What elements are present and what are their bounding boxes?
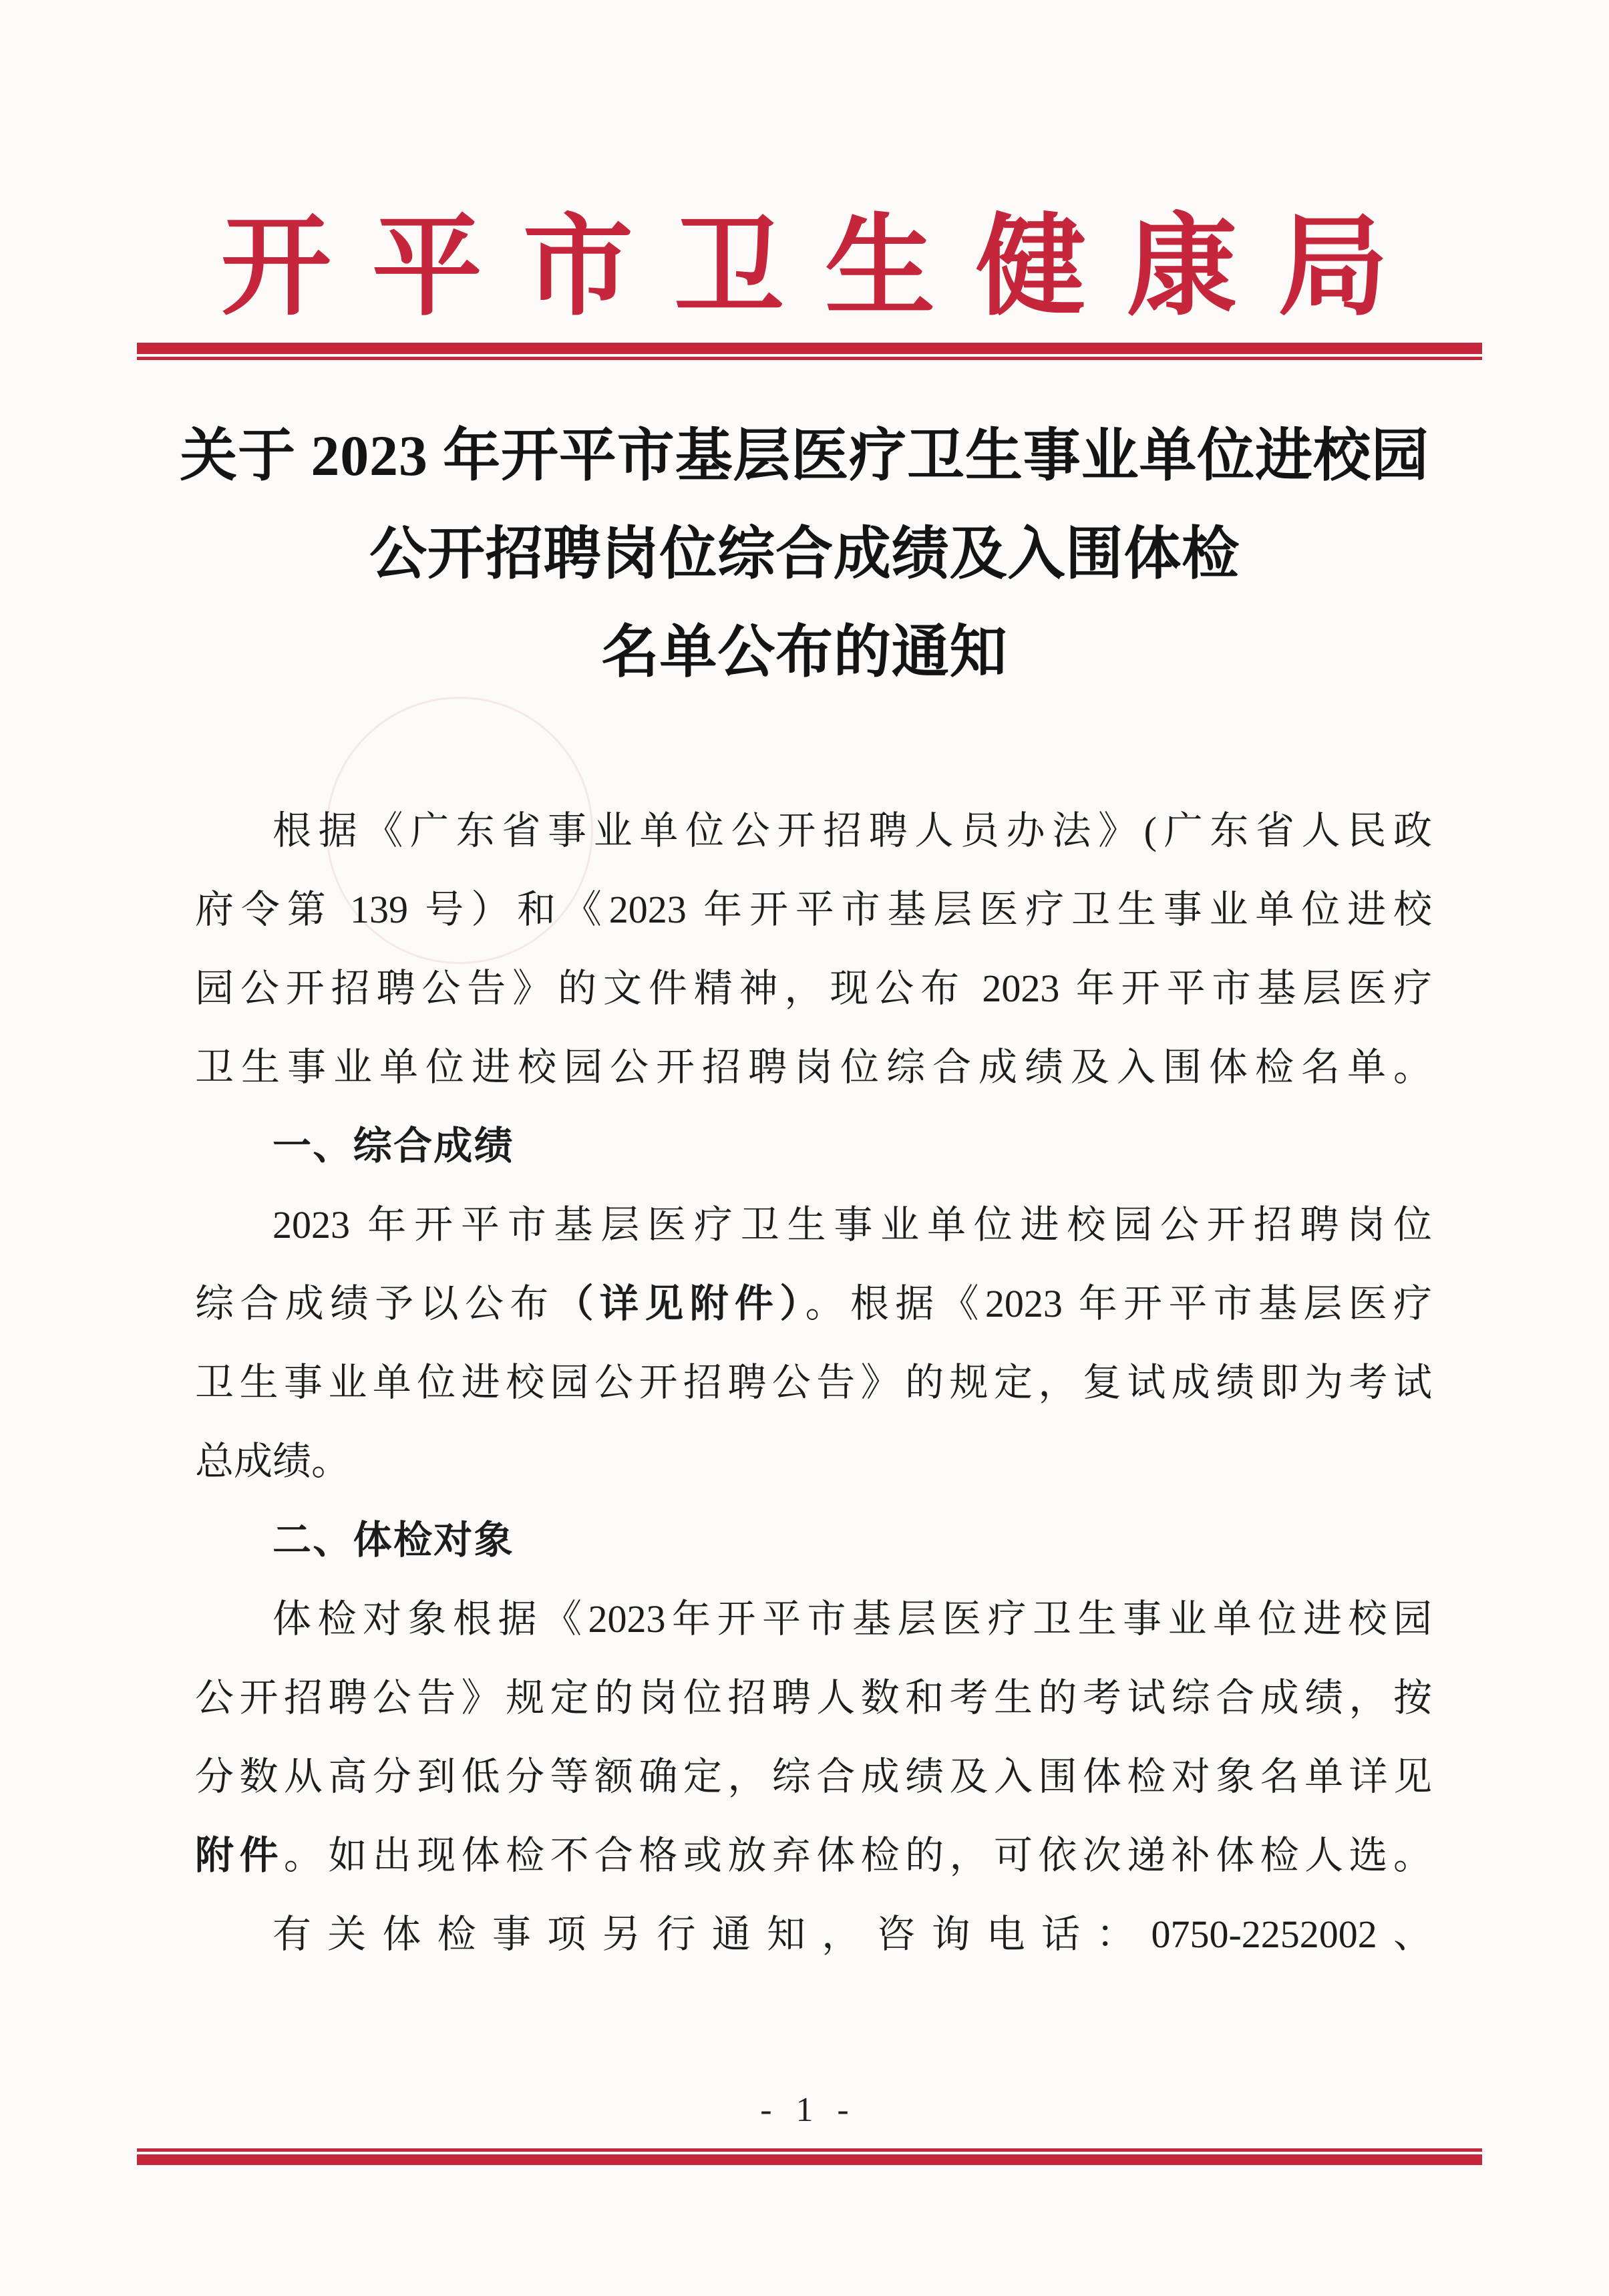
paragraph-1-line-3: 园公开招聘公告》的文件精神，现公布 2023 年开平市基层医疗: [195, 967, 1432, 1010]
paragraph-1-line-1: 根据《广东省事业单位公开招聘人员办法》(广东省人民政: [273, 809, 1432, 852]
paragraph-1-line-4: 卫生事业单位进校园公开招聘岗位综合成绩及入围体检名单。: [195, 1045, 1432, 1089]
agency-letterhead: 开平市卫生健康局: [220, 206, 1429, 329]
document-body: [195, 792, 1432, 1974]
footer-divider-thick-bar: [137, 2154, 1482, 2165]
paragraph-1-line-2: 府令第 139 号）和《2023 年开平市基层医疗卫生事业单位进校: [195, 888, 1432, 931]
title-line-3: 名单公布的通知: [601, 620, 1008, 684]
paragraph-2-line-2-bold: （详见附件）: [554, 1282, 806, 1325]
paragraph-2-line-2: [195, 1265, 1432, 1343]
page-number: - 1 -: [760, 2091, 857, 2129]
paragraph-3-line-2: 公开招聘公告》规定的岗位招聘人数和考生的考试综合成绩，按: [195, 1676, 1432, 1719]
paragraph-2-line-4: 总成绩。: [195, 1440, 351, 1483]
paragraph-3-line-1: 体检对象根据《2023年开平市基层医疗卫生事业单位进校园: [273, 1597, 1432, 1641]
paragraph-2-line-2-text-cont: 。根据《2023 年开平市基层医疗: [805, 1282, 1432, 1325]
letterhead-divider: [137, 343, 1482, 360]
paragraph-4-line-1: 有关体检事项另行通知，咨询电话：0750-2252002、: [273, 1913, 1432, 1956]
paragraph-3-line-4-bold: 附件: [195, 1834, 284, 1877]
title-line-1: 关于 2023 年开平市基层医疗卫生事业单位进校园: [180, 424, 1429, 488]
paragraph-3-line-4-text: 。如出现体检不合格或放弃体检的，可依次递补体检人选。: [283, 1834, 1432, 1877]
section-heading-1: 一、综合成绩: [273, 1124, 514, 1168]
footer-divider-thin-bar: [137, 2148, 1482, 2152]
document-title: [0, 407, 1609, 701]
paragraph-2-line-1: 2023 年开平市基层医疗卫生事业单位进校园公开招聘岗位: [273, 1203, 1432, 1247]
section-heading-2: 二、体检对象: [273, 1518, 514, 1562]
divider-thin-bar: [137, 357, 1482, 360]
paragraph-2-line-2-text: 综合成绩予以公布: [195, 1282, 555, 1325]
paragraph-3-line-3: 分数从高分到低分等额确定，综合成绩及入围体检对象名单详见: [195, 1755, 1432, 1798]
footer-divider: [137, 2148, 1482, 2165]
title-line-2: 公开招聘岗位综合成绩及入围体检: [369, 522, 1240, 586]
paragraph-2-line-3: 卫生事业单位进校园公开招聘公告》的规定，复试成绩即为考试: [195, 1361, 1432, 1404]
divider-thick-bar: [137, 343, 1482, 354]
paragraph-3-line-4: [195, 1816, 1432, 1895]
